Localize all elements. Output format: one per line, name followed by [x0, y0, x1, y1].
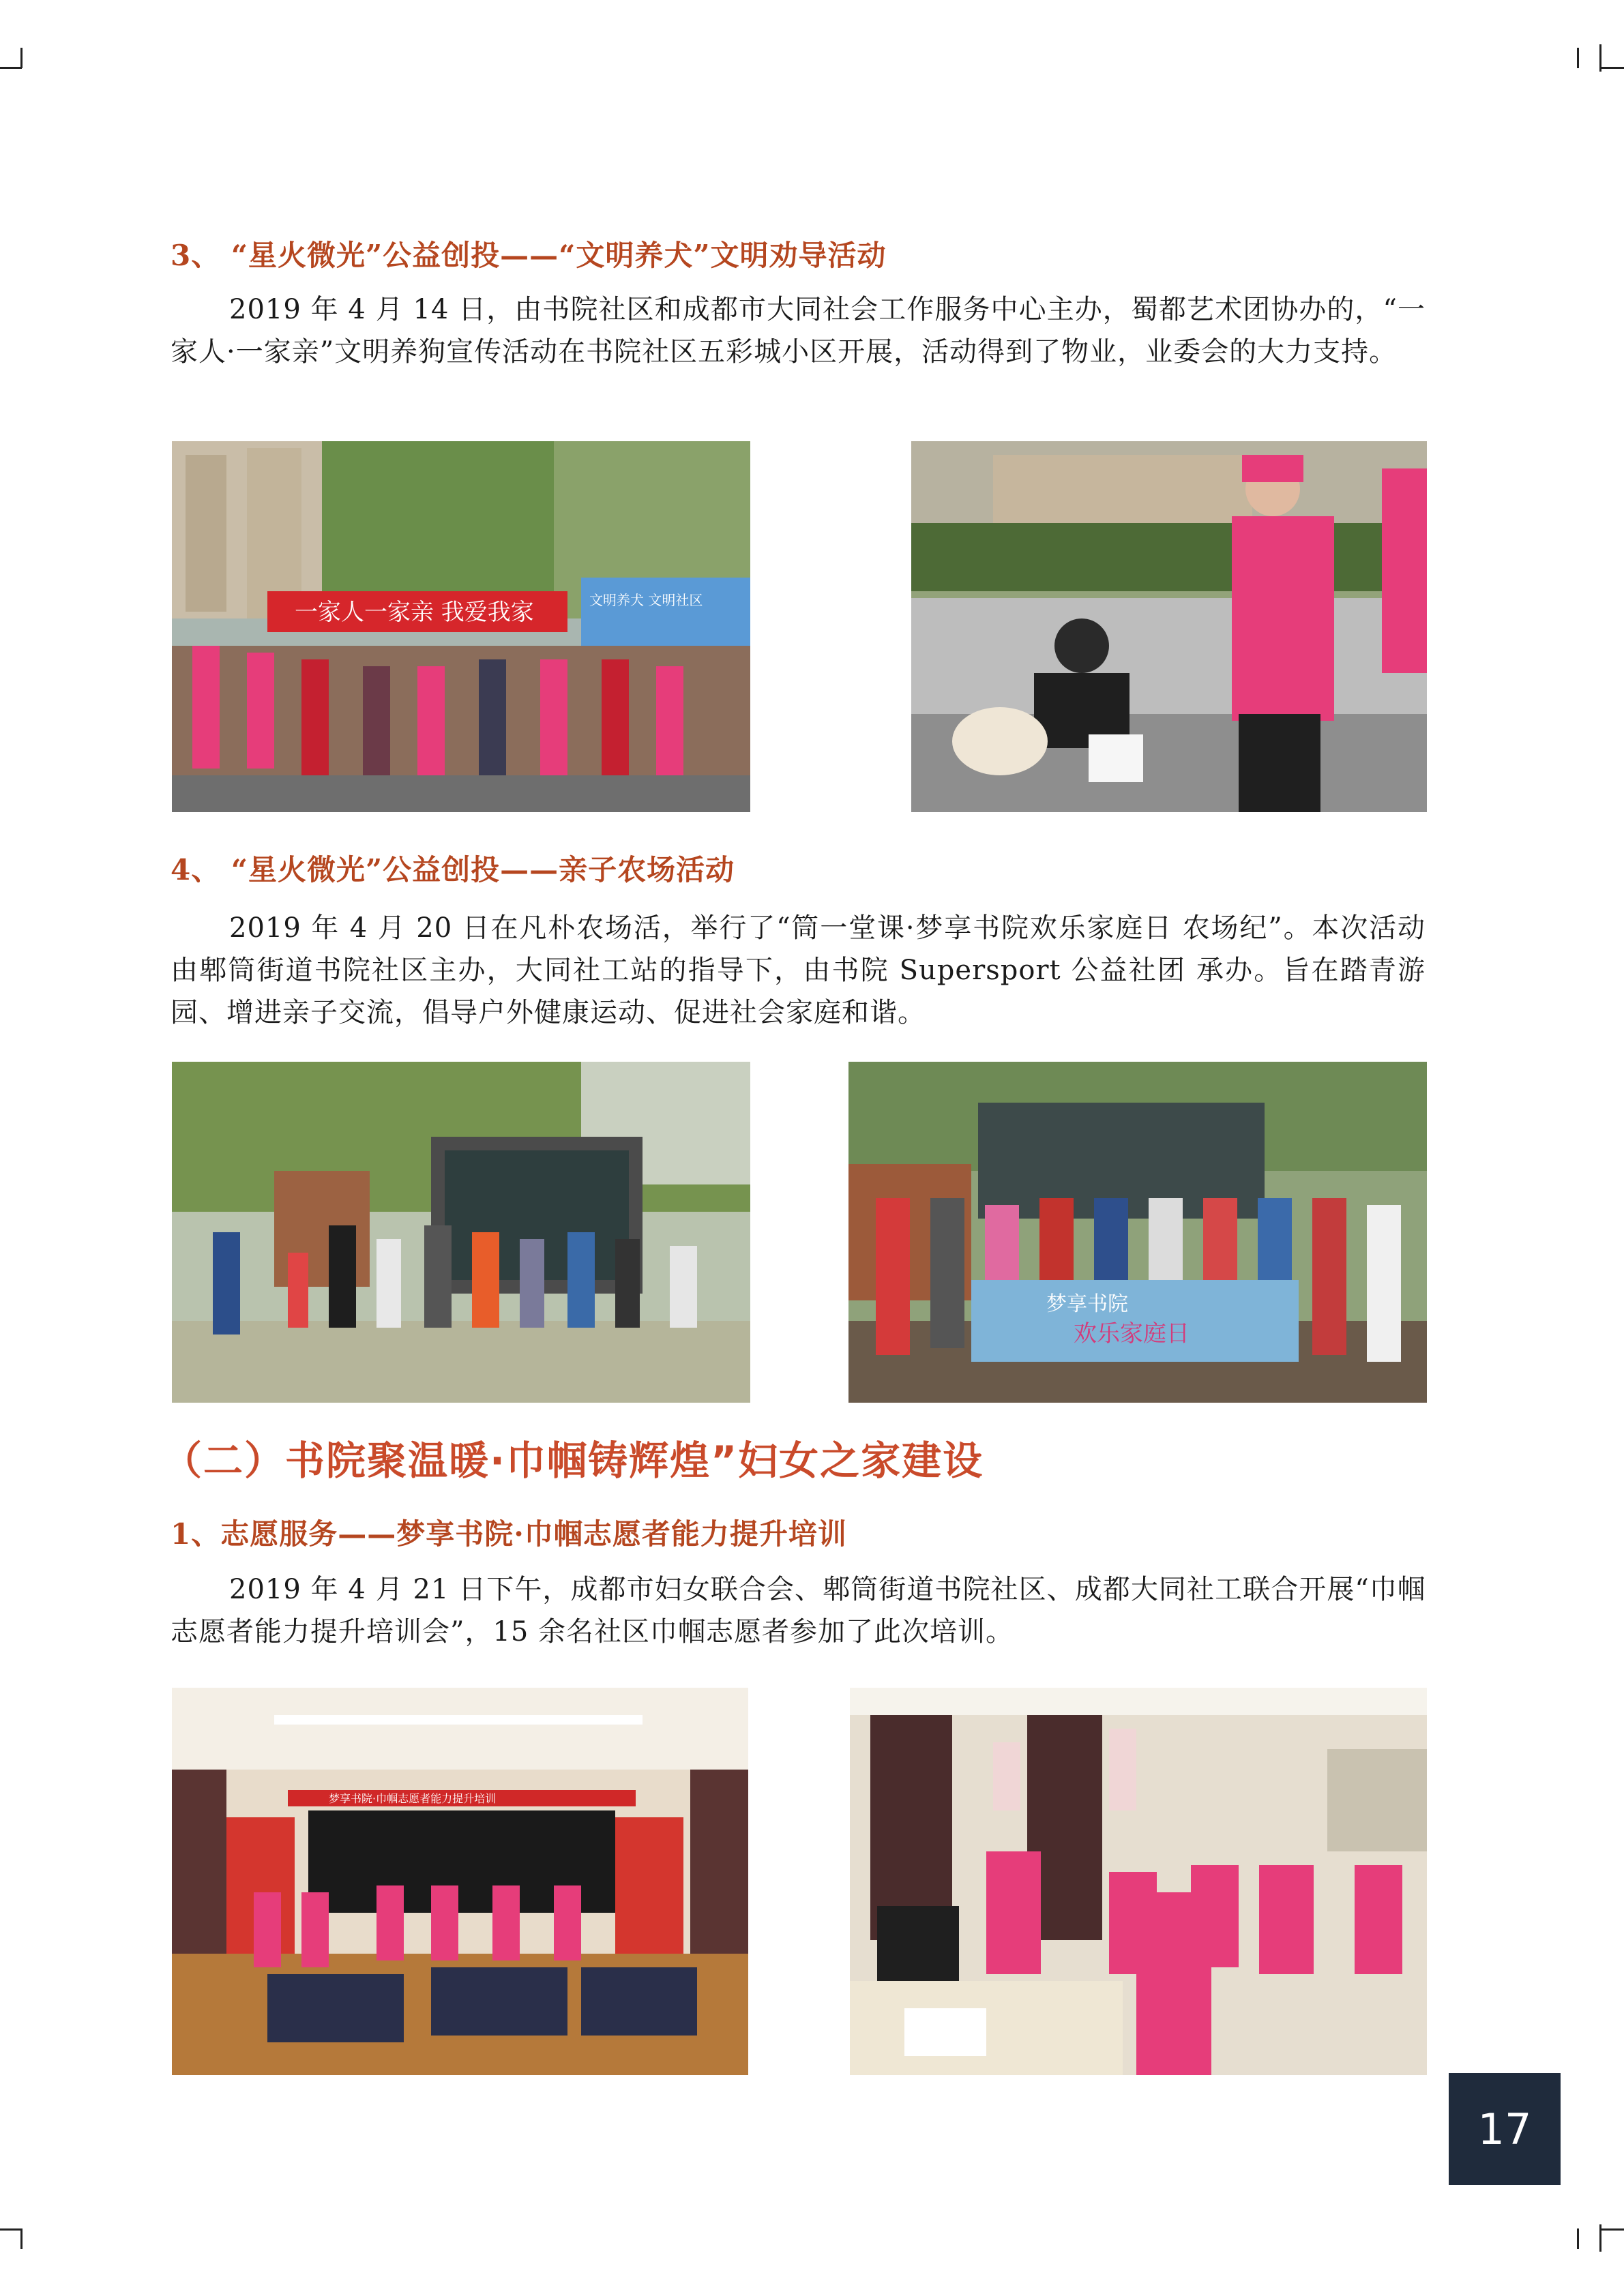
crop-mark-tr-h [1599, 67, 1624, 69]
banner-line1: 梦享书院 [1046, 1292, 1128, 1316]
crop-mark-br-v2 [1599, 2224, 1601, 2252]
section-3-paragraph [171, 288, 1426, 373]
section-3-body: 2019 年 4 月 14 日，由书院社区和成都市大同社会工作服务中心主办，蜀都艺术团协办的，“一家人·一家亲”文明养狗宣传活动在书院社区五彩城小区开展，活动得到了物业，业委会的大力支持。 [171, 294, 1426, 368]
crop-mark-tl-v [20, 48, 23, 68]
photo-dog-campaign-group [172, 441, 750, 812]
crop-mark-tl-h [0, 67, 22, 69]
crop-mark-bl-h [0, 2228, 22, 2231]
crop-mark-tr-v [1577, 48, 1579, 68]
part-two-item-1-heading: 1、志愿服务——梦享书院·巾帼志愿者能力提升培训 [171, 1517, 847, 1551]
section-3-heading: 3、 “星火微光”公益创投——“文明养犬”文明劝导活动 [171, 239, 887, 272]
crop-mark-br-h [1599, 2228, 1624, 2231]
crop-mark-bl-v [20, 2228, 23, 2249]
photo-farm-parents-children [172, 1062, 750, 1403]
crop-mark-br-v [1577, 2228, 1579, 2249]
screen-banner-text: 梦享书院·巾帼志愿者能力提升培训 [329, 1792, 497, 1805]
part-two-item-1-body: 2019 年 4 月 21 日下午，成都市妇女联合会、郫筒街道书院社区、成都大同社工联合开展“巾帼志愿者能力提升培训会”，15 余名社区巾帼志愿者参加了此次培训。 [171, 1574, 1426, 1648]
photo-dog-walker-volunteer [911, 441, 1427, 812]
part-two-item-1-paragraph [171, 1568, 1426, 1653]
section-4-heading: 4、 “星火微光”公益创投——亲子农场活动 [171, 853, 735, 886]
part-two-heading: （二）书院聚温暖·巾帼铸辉煌”妇女之家建设 [162, 1437, 984, 1484]
banner-line2: 欢乐家庭日 [1074, 1320, 1190, 1347]
page-number: 17 [1449, 2073, 1561, 2185]
section-4-paragraph [171, 907, 1426, 1034]
board-text: 文明养犬 文明社区 [589, 592, 703, 608]
photo-farm-family-day-group [848, 1062, 1427, 1403]
photo-training-volunteers-seated [850, 1688, 1427, 2075]
section-4-body: 2019 年 4 月 20 日在凡朴农场活，举行了“筒一堂课·梦享书院欢乐家庭日 农场纪”。本次活动由郫筒街道书院社区主办，大同社工站的指导下，由书院 Supersport 公益社团 承办。旨在踏青游园、增进亲子交流，倡导户外健康运动、促进社会家庭和谐。 [171, 912, 1426, 1028]
photo-training-room-overview [172, 1688, 748, 2075]
banner-text: 一家人一家亲 我爱我家 [295, 599, 534, 626]
